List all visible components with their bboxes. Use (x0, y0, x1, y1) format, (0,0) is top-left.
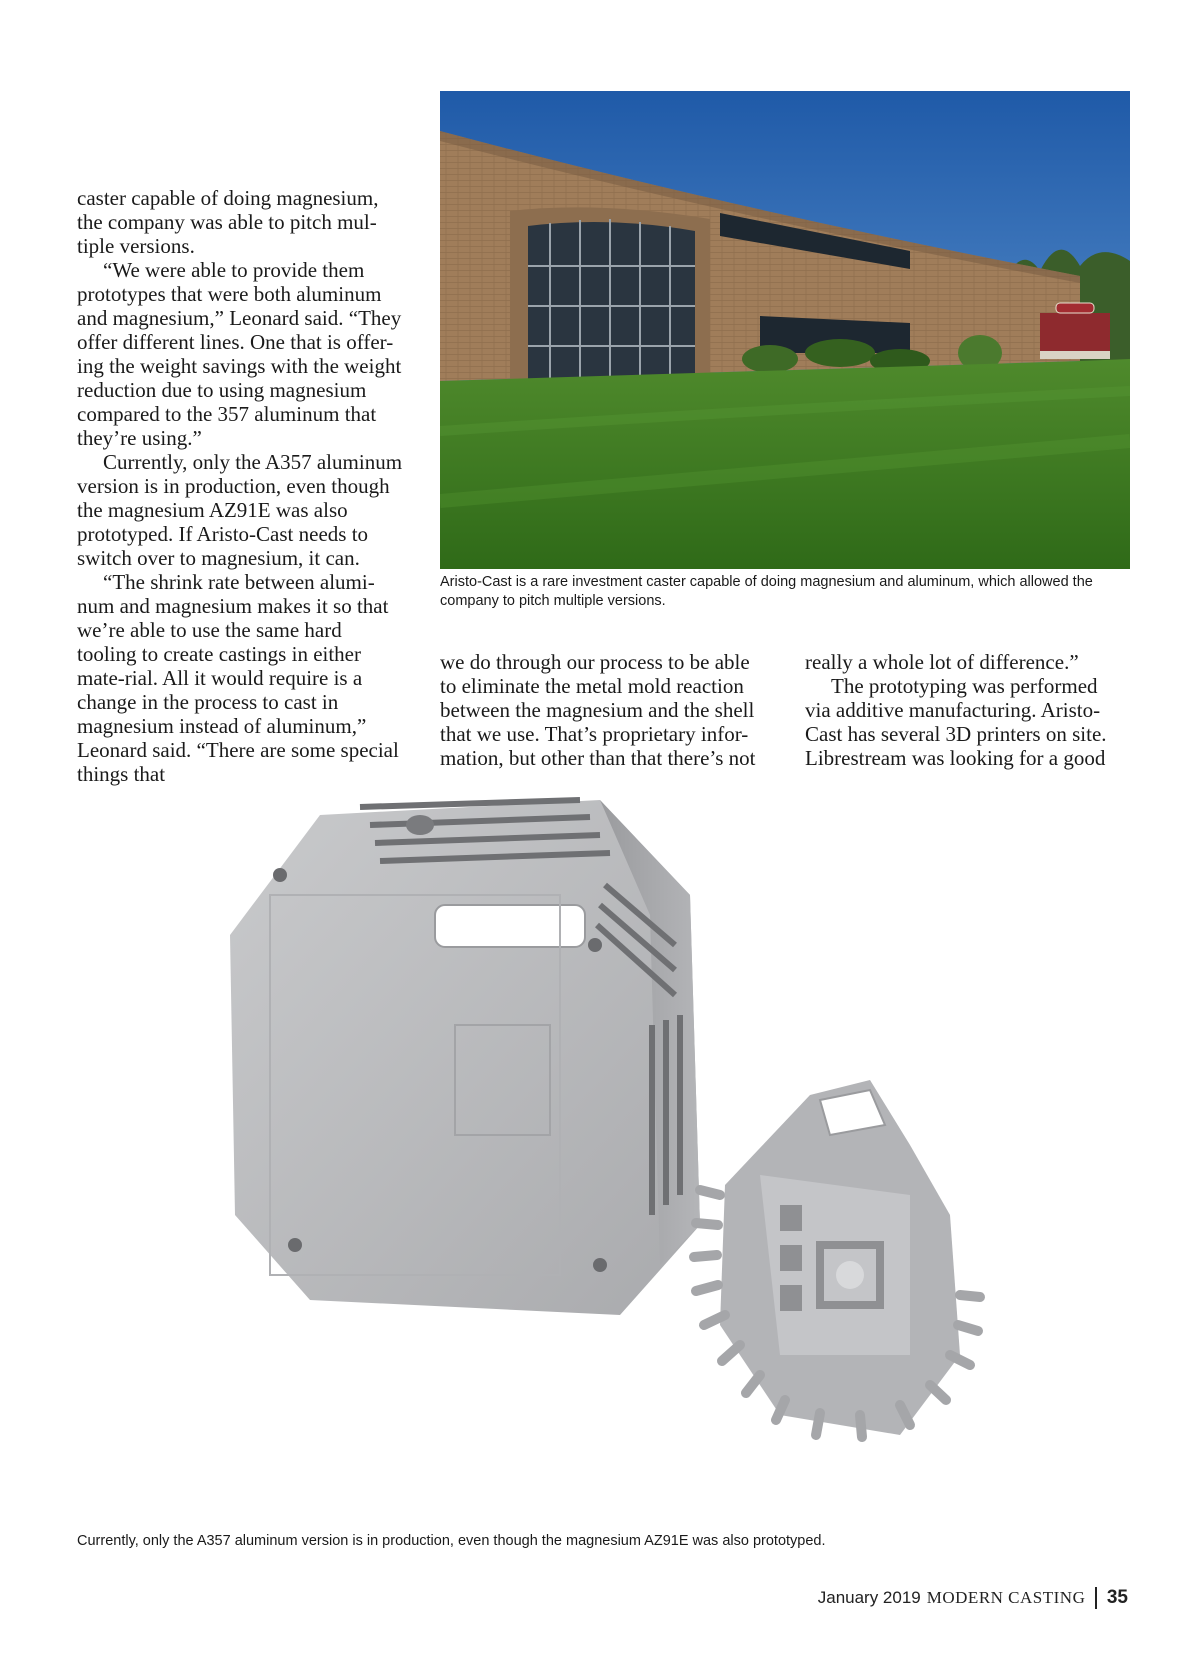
castings-illustration (220, 795, 1040, 1515)
article-paragraph: caster capable of doing magnesium, the company was able to pitch mul-tiple versions. (77, 186, 379, 258)
small-finned-casting (694, 1080, 980, 1437)
castings-photo (220, 795, 1040, 1515)
building-photo (440, 91, 1130, 569)
footer-divider (1095, 1587, 1097, 1609)
building-photo-caption: Aristo-Cast is a rare investment caster capable of doing magnesium and aluminum, which allowed the company to pitch multiple versions. (440, 574, 1093, 609)
large-housing-casting (230, 800, 700, 1315)
article-paragraph: “The shrink rate between alumi-num and magnesium makes it so that we’re able to use the same hard tooling to create castings in either mate-rial. All it would require is a change in the process to cast in magnesium instead of aluminum,” Leonard said. “There are some special things that (77, 570, 399, 786)
article-paragraph: “We were able to provide them prototypes that were both aluminum and magnesium,” Leonard said. “They offer different lines. One that is offer-ing the weight savings with the weight reduction due to using magnesium compared to the 357 aluminum that they’re using.” (77, 258, 402, 450)
article-middle-column (440, 650, 770, 770)
article-paragraph: we do through our process to be able to eliminate the metal mold reaction between the magnesium and the shell that we use. That’s proprietary infor-mation, but other than that there’s not (440, 650, 756, 770)
castings-photo-caption: Currently, only the A357 aluminum version is in production, even though the magnesium AZ91E was also prototyped. (77, 1533, 826, 1549)
magazine-name: MODERN CASTING (926, 1588, 1086, 1607)
article-paragraph: really a whole lot of difference.” (805, 650, 1079, 674)
issue-date: January 2019 (817, 1588, 921, 1607)
article-paragraph: The prototyping was performed via additive manufacturing. Aristo-Cast has several 3D printers on site. Librestream was looking for a good (805, 674, 1107, 770)
building-illustration (440, 91, 1130, 569)
article-right-column (805, 650, 1110, 770)
article-left-column (77, 186, 405, 786)
page-footer (818, 1587, 1128, 1609)
article-paragraph: Currently, only the A357 aluminum version is in production, even though the magnesium AZ91E was also prototyped. If Aristo-Cast needs to switch over to magnesium, it can. (77, 450, 403, 570)
page-number: 35 (1106, 1587, 1128, 1608)
